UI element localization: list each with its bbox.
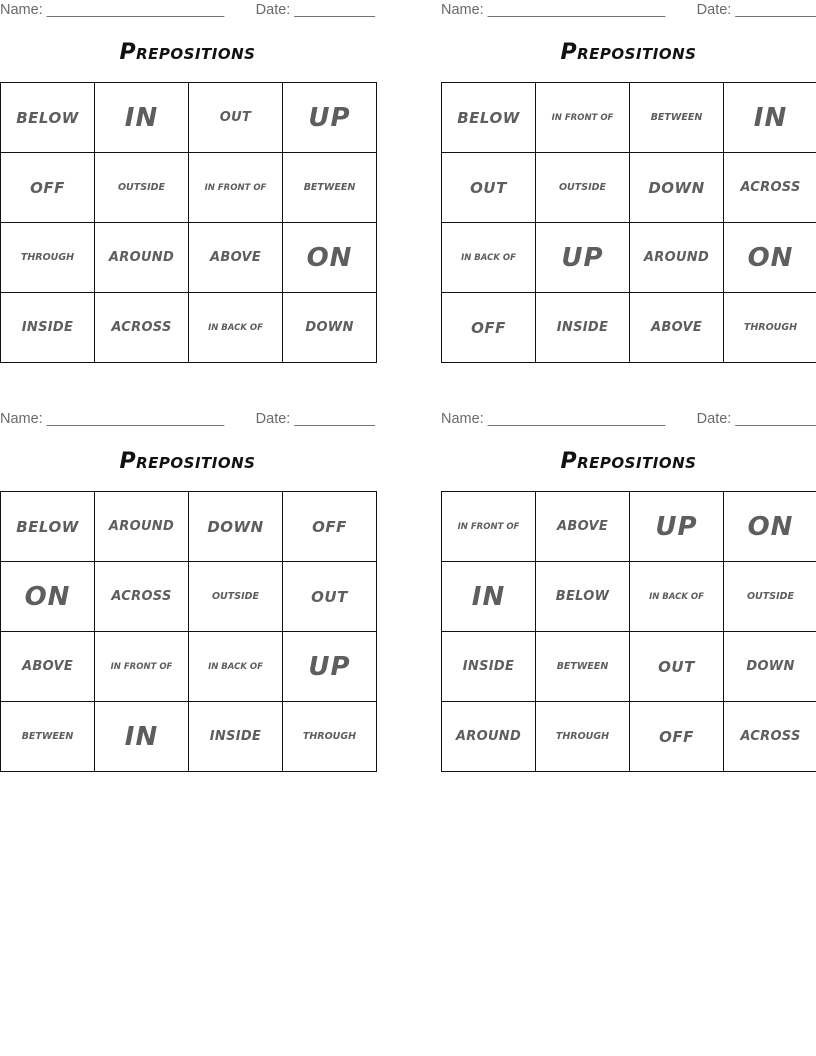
- card-title: Prepositions: [119, 449, 256, 474]
- grid-cell: THROUGH: [724, 293, 816, 363]
- grid-cell: IN FRONT OF: [442, 492, 536, 562]
- grid-row: [1, 562, 377, 632]
- grid-cell: OUT: [442, 153, 536, 223]
- grid-cell: THROUGH: [1, 223, 95, 293]
- grid-cell: IN FRONT OF: [95, 632, 189, 702]
- card-title: Prepositions: [119, 40, 256, 65]
- grid-cell: INSIDE: [442, 632, 536, 702]
- grid-row: [1, 492, 377, 562]
- grid-row: [442, 153, 816, 223]
- card-header: [0, 2, 375, 20]
- bingo-grid: [0, 491, 377, 772]
- name-field-label: Name: ______________________: [441, 411, 666, 427]
- grid-cell: BETWEEN: [630, 83, 724, 153]
- grid-cell: IN BACK OF: [442, 223, 536, 293]
- bingo-grid: [0, 82, 377, 363]
- grid-cell: AROUND: [95, 223, 189, 293]
- bingo-card-1: [0, 0, 375, 364]
- grid-cell: BETWEEN: [283, 153, 377, 223]
- grid-row: [442, 492, 816, 562]
- grid-row: [442, 223, 816, 293]
- bingo-grid: [441, 82, 816, 363]
- bingo-card-2: [441, 0, 816, 364]
- grid-cell: AROUND: [95, 492, 189, 562]
- grid-cell: ON: [283, 223, 377, 293]
- grid-row: [1, 223, 377, 293]
- grid-cell: UP: [630, 492, 724, 562]
- bingo-card-4: [441, 409, 816, 773]
- grid-cell: OFF: [630, 702, 724, 772]
- grid-cell: DOWN: [724, 632, 816, 702]
- grid-cell: IN: [95, 83, 189, 153]
- grid-cell: OFF: [1, 153, 95, 223]
- grid-cell: THROUGH: [283, 702, 377, 772]
- grid-cell: DOWN: [189, 492, 283, 562]
- grid-row: [442, 293, 816, 363]
- grid-cell: IN BACK OF: [189, 293, 283, 363]
- date-field-label: Date: __________: [696, 2, 816, 18]
- grid-cell: OUTSIDE: [95, 153, 189, 223]
- grid-cell: DOWN: [283, 293, 377, 363]
- grid-cell: AROUND: [630, 223, 724, 293]
- card-header: [441, 2, 816, 20]
- grid-cell: IN FRONT OF: [536, 83, 630, 153]
- bingo-card-3: [0, 409, 375, 773]
- grid-cell: UP: [536, 223, 630, 293]
- grid-row: [442, 702, 816, 772]
- grid-cell: OUT: [189, 83, 283, 153]
- name-field-label: Name: ______________________: [0, 411, 225, 427]
- grid-cell: INSIDE: [536, 293, 630, 363]
- grid-cell: ACROSS: [95, 293, 189, 363]
- grid-cell: IN FRONT OF: [189, 153, 283, 223]
- grid-row: [442, 562, 816, 632]
- grid-cell: BELOW: [1, 492, 95, 562]
- card-title: Prepositions: [560, 449, 697, 474]
- grid-row: [1, 702, 377, 772]
- grid-cell: BELOW: [442, 83, 536, 153]
- grid-cell: ABOVE: [1, 632, 95, 702]
- grid-cell: ACROSS: [95, 562, 189, 632]
- grid-cell: OUT: [283, 562, 377, 632]
- grid-cell: BETWEEN: [1, 702, 95, 772]
- grid-cell: OFF: [442, 293, 536, 363]
- grid-cell: THROUGH: [536, 702, 630, 772]
- grid-cell: ON: [1, 562, 95, 632]
- grid-cell: ACROSS: [724, 153, 816, 223]
- grid-cell: ACROSS: [724, 702, 816, 772]
- grid-cell: IN BACK OF: [189, 632, 283, 702]
- card-header: [0, 411, 375, 429]
- grid-cell: BETWEEN: [536, 632, 630, 702]
- grid-cell: ABOVE: [189, 223, 283, 293]
- grid-cell: BELOW: [536, 562, 630, 632]
- grid-cell: IN: [442, 562, 536, 632]
- grid-cell: AROUND: [442, 702, 536, 772]
- grid-cell: OFF: [283, 492, 377, 562]
- grid-row: [442, 632, 816, 702]
- grid-cell: IN: [95, 702, 189, 772]
- grid-cell: OUTSIDE: [189, 562, 283, 632]
- grid-cell: INSIDE: [189, 702, 283, 772]
- grid-row: [1, 153, 377, 223]
- grid-row: [442, 83, 816, 153]
- grid-cell: ON: [724, 492, 816, 562]
- date-field-label: Date: __________: [255, 411, 375, 427]
- grid-cell: OUT: [630, 632, 724, 702]
- grid-cell: IN BACK OF: [630, 562, 724, 632]
- grid-cell: UP: [283, 632, 377, 702]
- grid-cell: BELOW: [1, 83, 95, 153]
- grid-row: [1, 293, 377, 363]
- grid-row: [1, 83, 377, 153]
- grid-cell: UP: [283, 83, 377, 153]
- grid-cell: INSIDE: [1, 293, 95, 363]
- grid-cell: DOWN: [630, 153, 724, 223]
- grid-cell: IN: [724, 83, 816, 153]
- date-field-label: Date: __________: [255, 2, 375, 18]
- card-header: [441, 411, 816, 429]
- grid-cell: ABOVE: [536, 492, 630, 562]
- grid-cell: ABOVE: [630, 293, 724, 363]
- grid-row: [1, 632, 377, 702]
- grid-cell: ON: [724, 223, 816, 293]
- name-field-label: Name: ______________________: [0, 2, 225, 18]
- grid-cell: OUTSIDE: [536, 153, 630, 223]
- name-field-label: Name: ______________________: [441, 2, 666, 18]
- grid-cell: OUTSIDE: [724, 562, 816, 632]
- card-title: Prepositions: [560, 40, 697, 65]
- date-field-label: Date: __________: [696, 411, 816, 427]
- bingo-grid: [441, 491, 816, 772]
